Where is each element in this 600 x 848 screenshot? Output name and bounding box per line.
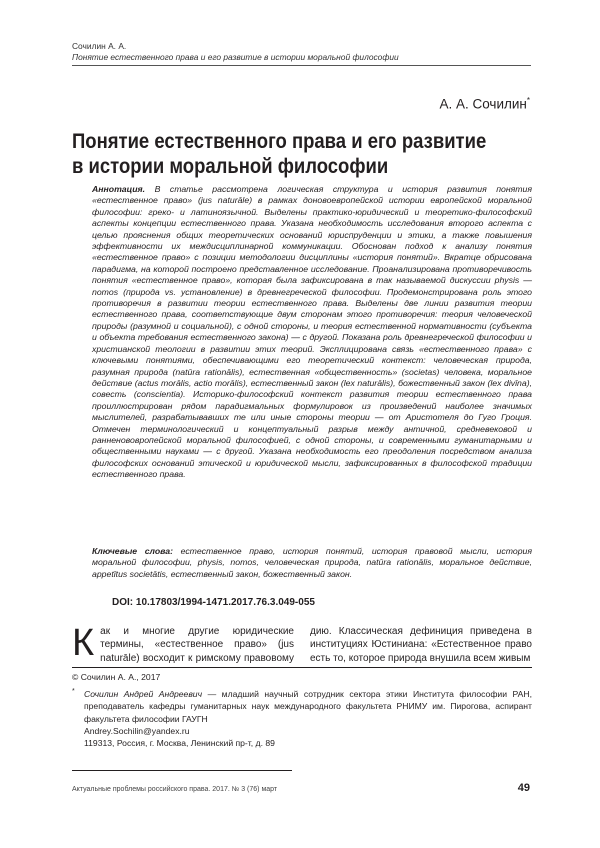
keywords-label: Ключевые слова: [92, 546, 173, 556]
footnote-mark: * [72, 688, 75, 695]
running-header-author: Сочилин А. А. [72, 41, 127, 51]
doi: DOI: 10.17803/1994-1471.2017.76.3.049-055 [112, 597, 315, 608]
abstract [92, 184, 532, 481]
keywords-text: естественное право, история понятий, история правовой мысли, история моральной философии, physis, nomos, человеческая природа, natūra rationālis, моральное действие, appetītus societātis, естественный закон, божественный закон. [92, 546, 533, 579]
body-column-right: дию. Классическая дефиниция приведена в институциях Юстиниана: «Естественное право есть то, которое природа внушила всем живым [310, 626, 532, 664]
journal-citation: Актуальные проблемы российского права. 2017. № 3 (76) март [72, 786, 278, 793]
running-header-title: Понятие естественного права и его развитие в истории моральной философии [72, 52, 399, 62]
footer-divider [72, 770, 292, 771]
body-column-left [72, 625, 294, 665]
keywords [92, 546, 532, 580]
title-line-1: Понятие естественного права и его развитие [72, 130, 487, 153]
title-line-2: в истории моральной философии [72, 155, 389, 178]
drop-cap: К [72, 625, 95, 664]
page-number: 49 [517, 782, 530, 794]
footnote-divider [72, 667, 532, 668]
footnote-person: Сочилин Андрей Андреевич [84, 689, 203, 699]
header-divider [72, 65, 531, 66]
footnote-body [72, 688, 532, 749]
author-footnote-mark: * [526, 96, 530, 105]
abstract-text: В статье рассмотрена логическая структура и история развития понятия «естественное право» (jus naturāle) в рамках доновоевропейской истории европейской моральной философии: греко- и латиноязычной. Выделены практико-юридический и теоретико-философский аспекты концепции естественного права. Указана необходимость исследования второго аспекта с целью прояснения общих теоретических оснований юриспруденции и этики, а также повышения эффективности их междисциплинарной коммуникации. Обоснован подход к анализу понятия «естественное право» с позиции методологии дисциплины «история понятий». Вкратце обрисована парадигма, на которой построено представленное исследование. Проанализирована противоречивость понятия «естественное право», которая была зафиксирована в так называемой дискуссии physis — nomos (природа vs. установление) в древнегреческой философии. Продемонстрирована роль этого противоречия в развитии теории естественного права. Выделены две линии развития теории естественного права, соответствующие двум сторонам этого противоречия: теория человеческой природы (разумной и социальной), с одной стороны, и теория естественной нормативности (субъекта и объекта требования естественного закона) — с другой. Показана роль древнегреческой философии и христианской теологии в развитии этих теорий. Эксплицирована связь «естественного права» с ключевыми понятиями, обеспечивающими его теоретический контекст: человеческая природа, разумная природа (natūra rationālis), естественная «общественность» (societas) человека, моральное действие (actus morālis, actio morālis), естественный закон (lex naturālis), божественный закон (lex divīna), совесть (conscientia). Историко-философский контекст развития теории естественного права проиллюстрирован рядом парадигмальных формулировок из произведений наиболее значимых мыслителей, разрабатывавших те или иные стороны теории — от Аристотеля до Гуго Гроция. Отмечен терминологический и концептуальный разрыв между античной, средневековой и ранненововропейской моральной философией, с одной стороны, и современными гуманитарными и общественными науками — с другой. Указана необходимость его преодоления посредством анализа философских оснований этической и юридической мысли, зафиксированных в философской традиции естественного права. [92, 184, 532, 480]
article-author [439, 96, 530, 112]
abstract-label: Аннотация. [92, 184, 146, 194]
article-title [72, 129, 487, 179]
footnote-address: 119313, Россия, г. Москва, Ленинский пр-т, д. 89 [84, 738, 275, 749]
footnote-email: Andrey.Sochilin@yandex.ru [84, 725, 190, 736]
author-name: А. А. Сочилин [439, 96, 527, 112]
footnote-bio: — младший научный сотрудник сектора этики Института философии РАН, преподаватель кафедры гуманитарных наук международного факультета РНИМУ им. Пирогова, аспирант факультета философии ГАУГН [84, 689, 532, 724]
author-footnote [72, 688, 532, 749]
body-text-left: ак и многие другие юридические термины, «естественное право» (jus naturāle) восходит к римскому правовому [100, 626, 294, 664]
copyright-line: © Сочилин А. А., 2017 [72, 672, 161, 682]
